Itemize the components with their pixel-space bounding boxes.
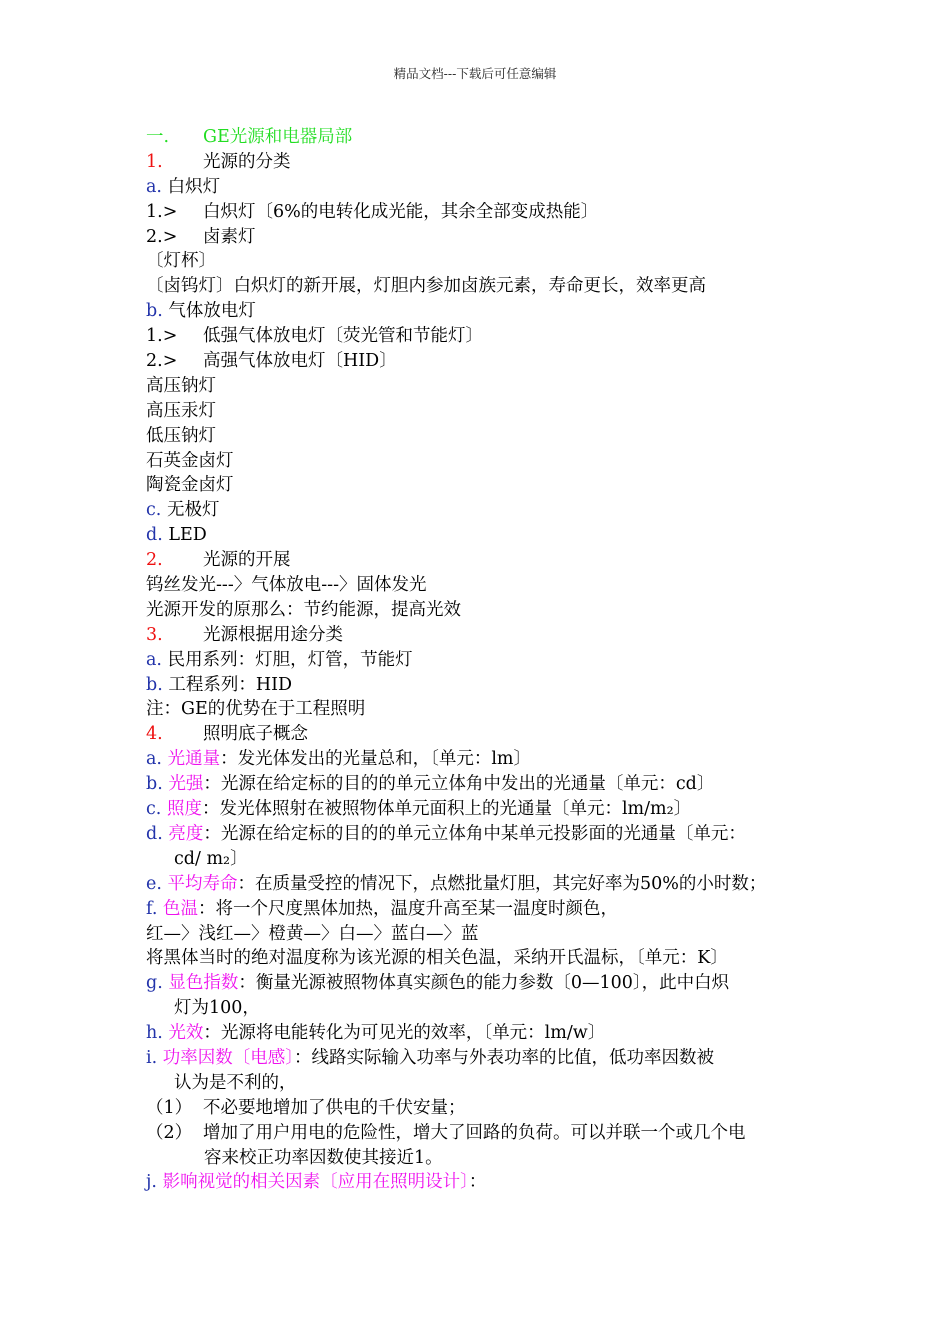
text-line: [146, 847, 826, 872]
continuation-text: 认为是不利的，: [174, 1072, 297, 1093]
heading-title: 照明底子概念: [203, 724, 308, 745]
term-letter: h.: [146, 1023, 163, 1044]
term-name: 光强: [168, 774, 204, 795]
text-line: [146, 797, 826, 822]
term-name: 平均寿命: [167, 873, 238, 894]
term-letter: a.: [146, 749, 162, 770]
text-line: [146, 125, 826, 150]
sub-number: 2.>: [146, 226, 178, 247]
paren-text: 增加了用户用电的危险性，增大了回路的负荷。可以并联一个或几个电: [203, 1122, 746, 1143]
continuation-text: 灯为100，: [174, 998, 260, 1019]
sub-number: 1.>: [146, 201, 178, 222]
text-line: [146, 1146, 826, 1171]
paragraph-text: 红—〉浅红—〉橙黄—〉白—〉蓝白—〉蓝: [146, 923, 479, 944]
text-line: [146, 623, 826, 648]
term-name: 光效: [168, 1023, 204, 1044]
text-line: [146, 1096, 826, 1121]
term-name: 光通量: [167, 749, 221, 770]
term-definition: ：: [468, 1172, 487, 1193]
item-text: 无极灯: [166, 500, 220, 521]
text-line: [146, 697, 826, 722]
text-line: [146, 1021, 826, 1046]
term-name: 照度: [166, 799, 202, 820]
text-line: [146, 922, 826, 947]
text-line: [146, 399, 826, 424]
continuation-text: 容来校正功率因数使其接近1。: [204, 1147, 443, 1168]
term-name: 影响视觉的相关因素〔应用在照明设计〕: [162, 1172, 469, 1193]
term-name: 显色指数: [168, 973, 239, 994]
item-letter: d.: [146, 525, 163, 546]
text-line: [146, 822, 826, 847]
item-letter: a.: [146, 649, 162, 670]
text-line: [146, 971, 826, 996]
term-definition: ：衡量光源被照物体真实颜色的能力参数〔0—100〕，此中白炽: [238, 973, 730, 994]
sub-text: 高强气体放电灯〔HID〕: [203, 351, 397, 372]
sub-number: 1.>: [146, 326, 178, 347]
term-definition: ：在质量受控的情况下，点燃批量灯胆，其完好率为50%的小时数；: [237, 873, 767, 894]
term-definition: ：光源在给定标的目的的单元立体角中某单元投影面的光通量〔单元：: [203, 823, 746, 844]
term-letter: g.: [146, 973, 163, 994]
text-line: [146, 225, 826, 250]
heading-title: 光源的开展: [203, 550, 291, 571]
term-name: 功率因数〔电感〕: [162, 1047, 294, 1068]
sub-text: 低强气体放电灯〔荧光管和节能灯〕: [203, 326, 483, 347]
text-line: [146, 374, 826, 399]
text-line: [146, 424, 826, 449]
item-letter: a.: [146, 176, 162, 197]
text-line: [146, 473, 826, 498]
paragraph-text: 〔灯杯〕: [146, 251, 216, 272]
term-definition: ：光源在给定标的目的的单元立体角中发出的光通量〔单元：cd〕: [203, 774, 715, 795]
item-letter: c.: [146, 500, 162, 521]
heading-number: 1.: [146, 151, 163, 172]
text-line: [146, 324, 826, 349]
continuation-text: cd/ m₂〕: [174, 848, 248, 869]
text-line: [146, 523, 826, 548]
term-letter: c.: [146, 799, 162, 820]
text-line: [146, 872, 826, 897]
text-line: [146, 747, 826, 772]
term-definition: ：线路实际输入功率与外表功率的比值，低功率因数被: [294, 1047, 714, 1068]
term-definition: ：发光体照射在被照物体单元面积上的光通量〔单元：lm/m₂〕: [201, 799, 692, 820]
text-line: [146, 897, 826, 922]
text-line: [146, 648, 826, 673]
term-name: 亮度: [168, 823, 204, 844]
text-line: [146, 573, 826, 598]
item-letter: b.: [146, 674, 163, 695]
text-line: [146, 449, 826, 474]
sub-text: 卤素灯: [203, 226, 256, 247]
text-line: [146, 1170, 826, 1195]
heading-number: 4.: [146, 724, 163, 745]
page-header: 精品文档---下载后可任意编辑: [393, 66, 557, 81]
term-letter: f.: [146, 898, 158, 919]
text-line: [146, 722, 826, 747]
term-definition: ：光源将电能转化为可见光的效率，〔单元：lm/w〕: [203, 1023, 606, 1044]
item-text: 气体放电灯: [168, 301, 256, 322]
sub-number: 2.>: [146, 351, 178, 372]
text-line: [146, 200, 826, 225]
term-letter: d.: [146, 823, 163, 844]
term-letter: j.: [146, 1172, 157, 1193]
text-line: [146, 498, 826, 523]
text-line: [146, 299, 826, 324]
text-line: [146, 150, 826, 175]
heading-number: 2.: [146, 550, 163, 571]
paragraph-text: 将黑体当时的绝对温度称为该光源的相关色温，采纳开氏温标，〔单元：K〕: [146, 948, 728, 969]
item-text: LED: [168, 525, 207, 546]
text-line: [146, 946, 826, 971]
paragraph-text: 低压钠灯: [146, 425, 216, 446]
paragraph-text: 高压汞灯: [146, 400, 216, 421]
paragraph-text: 光源开发的原那么：节约能源，提高光效: [146, 599, 461, 620]
term-definition: ：发光体发出的光量总和，〔单元：lm〕: [220, 749, 532, 770]
paragraph-text: 高压钠灯: [146, 375, 216, 396]
text-line: [146, 274, 826, 299]
item-text: 工程系列：HID: [168, 674, 293, 695]
term-definition: ：将一个尺度黑体加热，温度升高至某一温度时颜色，: [198, 898, 618, 919]
paren-number: （2）: [146, 1122, 193, 1143]
heading-title: 光源的分类: [203, 151, 291, 172]
heading-title: 光源根据用途分类: [203, 624, 343, 645]
paragraph-text: 〔卤钨灯〕白炽灯的新开展，灯胆内参加卤族元素，寿命更长，效率更高: [146, 276, 706, 297]
item-text: 民用系列：灯胆，灯管，节能灯: [167, 649, 413, 670]
item-letter: b.: [146, 301, 163, 322]
text-line: [146, 1121, 826, 1146]
paren-number: （1）: [146, 1097, 193, 1118]
term-letter: e.: [146, 873, 162, 894]
paragraph-text: 陶瓷金卤灯: [146, 475, 234, 496]
paragraph-text: 钨丝发光---〉气体放电---〉固体发光: [146, 575, 427, 596]
term-letter: b.: [146, 774, 163, 795]
text-line: [146, 175, 826, 200]
paragraph-text: 注：GE的优势在于工程照明: [146, 699, 366, 720]
heading-number: 3.: [146, 624, 163, 645]
paren-text: 不必要地增加了供电的千伏安量；: [203, 1097, 466, 1118]
text-line: [146, 249, 826, 274]
text-line: [146, 598, 826, 623]
text-line: [146, 548, 826, 573]
section-title: GE光源和电器局部: [203, 127, 353, 147]
paragraph-text: 石英金卤灯: [146, 450, 234, 471]
text-line: [146, 772, 826, 797]
text-line: [146, 673, 826, 698]
text-line: [146, 349, 826, 374]
document-body: [146, 125, 826, 1195]
item-text: 白炽灯: [167, 176, 221, 197]
text-line: [146, 996, 826, 1021]
section-number: 一.: [146, 127, 170, 147]
text-line: [146, 1071, 826, 1096]
term-name: 色温: [163, 898, 198, 919]
term-letter: i.: [146, 1047, 158, 1068]
text-line: [146, 1046, 826, 1071]
sub-text: 白炽灯〔6%的电转化成光能，其余全部变成热能〕: [203, 201, 599, 222]
